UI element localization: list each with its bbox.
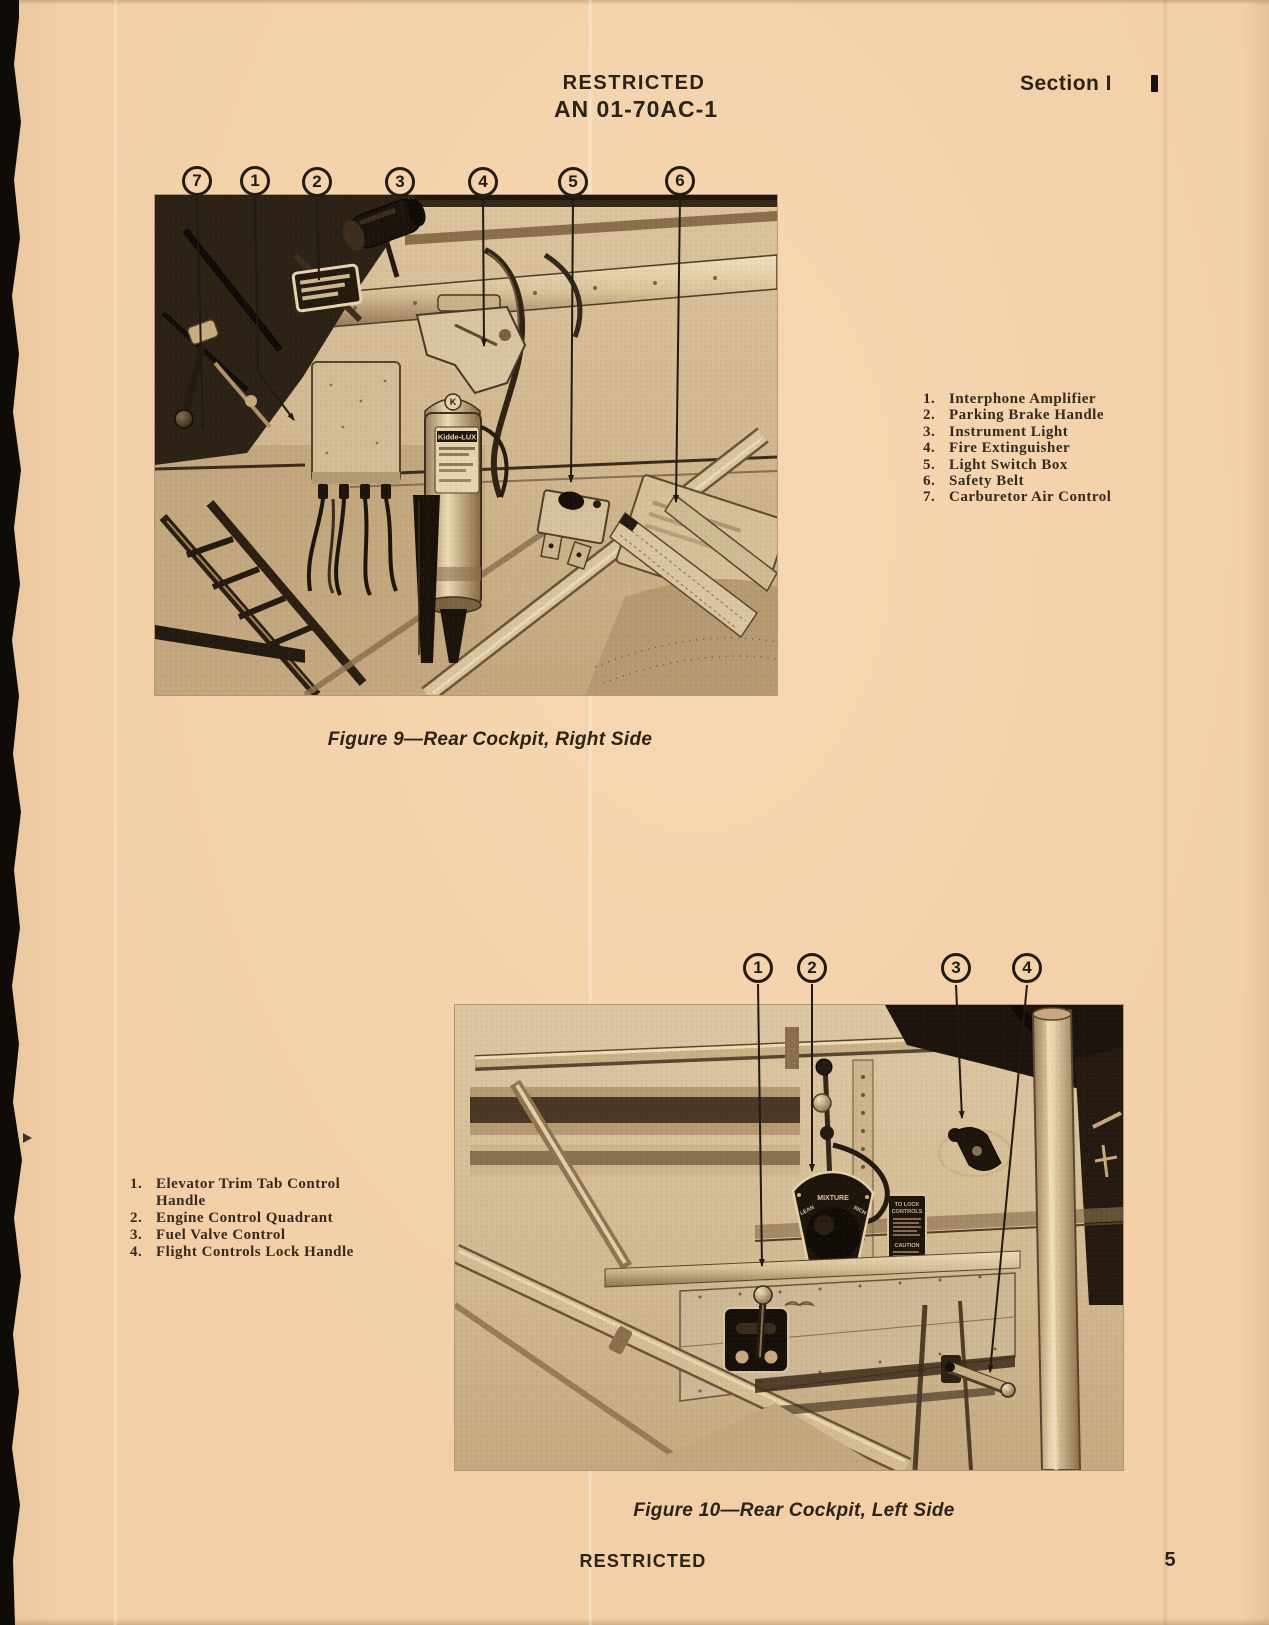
legend-number: 6. xyxy=(923,473,936,490)
legend-number: 2. xyxy=(130,1210,143,1226)
scan-artifact-tick xyxy=(1151,75,1158,92)
fig10-callout-1 xyxy=(743,953,773,983)
callout-number: 1 xyxy=(753,958,763,977)
figure-10-legend xyxy=(130,1176,396,1261)
figure-10-photo xyxy=(455,1005,1123,1470)
legend-item xyxy=(130,1176,396,1210)
legend-label: Instrument Light xyxy=(949,423,1069,440)
legend-number: 4. xyxy=(130,1244,143,1260)
callout-number: 2 xyxy=(807,958,817,977)
legend-label: Engine Control Quadrant xyxy=(156,1210,334,1226)
fig9-callout-2 xyxy=(302,167,332,197)
header-classification: RESTRICTED xyxy=(562,72,706,94)
legend-number: 7. xyxy=(923,489,936,506)
legend-number: 1. xyxy=(923,391,936,407)
footer-classification: RESTRICTED xyxy=(579,1551,707,1571)
legend-label: Interphone Amplifier xyxy=(949,391,1097,407)
fig9-callout-1 xyxy=(240,166,270,196)
figure-9-caption: Figure 9—Rear Cockpit, Right Side xyxy=(327,729,653,750)
legend-number: 1. xyxy=(130,1176,143,1192)
legend-item xyxy=(130,1210,396,1227)
legend-item xyxy=(923,489,1193,505)
callout-number: 2 xyxy=(312,172,322,191)
legend-item xyxy=(923,473,1193,489)
legend-label: Parking Brake Handle xyxy=(949,407,1105,424)
legend-number: 2. xyxy=(923,407,936,424)
callout-number: 3 xyxy=(951,958,961,977)
callout-number: 7 xyxy=(192,171,202,190)
fig9-callout-3 xyxy=(385,167,415,197)
legend-item xyxy=(923,424,1193,440)
callout-number: 4 xyxy=(1022,958,1032,977)
legend-label: Fire Extinguisher xyxy=(949,440,1071,457)
callout-number: 4 xyxy=(478,172,488,191)
legend-label: Light Switch Box xyxy=(949,456,1068,473)
fig9-callout-7 xyxy=(182,166,212,196)
legend-item xyxy=(130,1244,396,1261)
fig9-callout-5 xyxy=(558,167,588,197)
callout-number: 6 xyxy=(675,171,685,190)
legend-label: Flight Controls Lock Handle xyxy=(156,1244,354,1260)
legend-item xyxy=(923,440,1193,456)
fig9-callout-6 xyxy=(665,166,695,196)
figure-10-caption: Figure 10—Rear Cockpit, Left Side xyxy=(633,1500,955,1521)
legend-item xyxy=(923,407,1193,423)
footer-page-number: 5 xyxy=(1164,1549,1176,1571)
header-doc-number: AN 01-70AC-1 xyxy=(553,96,719,122)
legend-number: 3. xyxy=(130,1227,143,1243)
legend-number: 4. xyxy=(923,440,936,457)
legend-label: Fuel Valve Control xyxy=(156,1227,286,1243)
legend-label: Elevator Trim Tab Control Handle xyxy=(156,1176,341,1209)
fig10-callout-3 xyxy=(941,953,971,983)
legend-number: 3. xyxy=(923,423,936,440)
callout-number: 3 xyxy=(395,172,405,191)
legend-label: Safety Belt xyxy=(949,473,1025,490)
figure-9-photo xyxy=(155,195,777,695)
callout-number: 1 xyxy=(250,171,260,190)
legend-item xyxy=(130,1227,396,1244)
fig10-callout-2 xyxy=(797,953,827,983)
fig9-callout-4 xyxy=(468,167,498,197)
header-section: Section I xyxy=(1020,72,1113,95)
scan-artifact-mark xyxy=(23,1133,32,1143)
fig10-callout-4 xyxy=(1012,953,1042,983)
legend-label: Carburetor Air Control xyxy=(949,489,1112,506)
legend-item xyxy=(923,391,1193,407)
figure-9-legend xyxy=(923,391,1193,506)
callout-number: 5 xyxy=(568,172,578,191)
legend-item xyxy=(923,457,1193,473)
legend-number: 5. xyxy=(923,456,936,473)
